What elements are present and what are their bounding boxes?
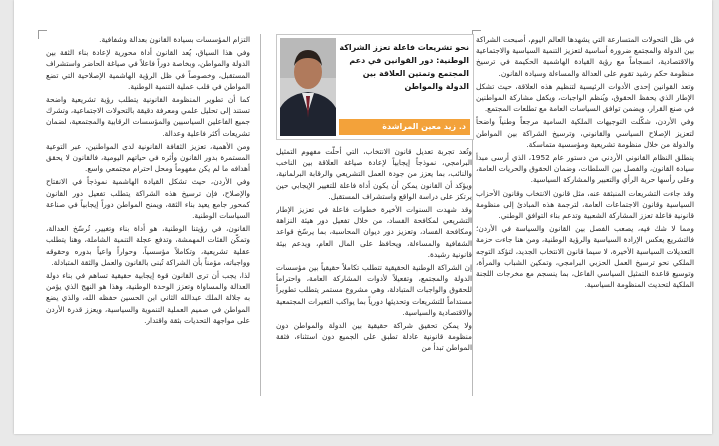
article-column-middle	[276, 146, 472, 394]
article-column-right	[476, 34, 694, 394]
paragraph: ومما لا شك فيه، يصعب الفصل بين القانون والسياسة في الأردن؛ فالتشريع يعكس الإرادة السياسية والرؤية الوطنية، ومن هنا جاءت حزمة التعديلات السياسية الأخيرة، لا سيما قانون الانتخاب الجديد، لتؤكد التوجه الملكي نحو ترسيخ العمل الحزبي البرامجي، وتمكين الشباب والمرأة، وتوسيع قاعدة التمثيل السياسي الفاعل، بما ينسجم مع مخرجات اللجنة الملكية لتحديث المنظومة السياسية.	[476, 224, 694, 290]
column-divider	[260, 34, 261, 396]
paragraph: وقد شهدت السنوات الأخيرة خطوات فاعلة في تعزيز الإطار التشريعي لمكافحة الفساد، من خلال تفعيل دور هيئة النزاهة ومكافحة الفساد، وتعزيز دور ديوان المحاسبة، بما يرسّخ قواعد الشفافية والمساءلة، ويحافظ على المال العام، ويدعم بيئة قانونية رشيدة.	[276, 205, 472, 259]
paragraph: ولا يمكن تحقيق شراكة حقيقية بين الدولة والمواطن دون منظومة قانونية عادلة تطبق على الجميع دون استثناء، فثقة المواطن تبدأ من	[276, 321, 472, 353]
article-header	[276, 34, 474, 140]
paragraph: ينطلق النظام القانوني الأردني من دستور عام 1952، الذي أرسى مبدأ سيادة القانون، والفصل بين السلطات، وضمان الحقوق والحريات العامة، وعلى رأسها حرية الرأي والتعبير والمشاركة السياسية.	[476, 153, 694, 185]
paragraph: وقد جاءت التشريعات المنبثقة عنه، مثل قانون الانتخاب وقانون الأحزاب السياسية وقانون الاجتماعات العامة، لترجمة هذه المبادئ إلى منظومة قانونية فاعلة تعزز المشاركة الشعبية وتدعم بناء التوافق الوطني.	[476, 188, 694, 221]
paragraph: في ظل التحولات المتسارعة التي يشهدها العالم اليوم، أصبحت الشراكة بين الدولة والمجتمع ضرورة أساسية لتعزيز التنمية السياسية والاجتماعية والاقتصادية، انسجاماً مع رؤية القيادة الهاشمية الحكيمة في ترسيخ منظومة حكم رشيد تقوم على العدالة والمساءلة وسيادة القانون.	[476, 35, 694, 78]
paragraph: التزام المؤسسات بسيادة القانون بعدالة وشفافية.	[99, 35, 250, 44]
paragraph: وتعد القوانين إحدى الأدوات الرئيسية لتنظيم هذه العلاقة، حيث تشكل الإطار الذي يحفظ الحقوق، ويُنظم الواجبات، ويكفل مشاركة المواطنين في صنع القرار، ويضمن توافق السياسات العامة مع تطلعات المجتمع.	[476, 81, 694, 114]
paragraph: القانون، في رؤيتنا الوطنية، هو أداة بناء وتغيير، تُرسّخ العدالة، وتمكّن الفئات المهمشة، وتدفع عجلة التنمية الشاملة، وهنا يتطلب عقلية تشريعية، وتكاملاً مؤسسياً، وحواراً واعياً بدوره وحقوقه وواجباته، مؤمناً بأن الشراكة تُبنى بالقانون والعمل والثقة المتبادلة.	[46, 224, 250, 267]
paragraph: كما أن تطوير المنظومة القانونية يتطلب رؤية تشريعية واضحة تستند إلى تحليل علمي ومعرفة دقيقة بالتحولات الاجتماعية، وتشرك جميع الفاعلين السياسيين والمؤسسات الرقابية والمجتمعية، لضمان تشريعات أكثر فاعلية وعدالة.	[46, 95, 250, 138]
paragraph: وفي هذا السياق، يُعد القانون أداة محورية لإعادة بناء الثقة بين الدولة والمواطن، وبخاصة دوراً فاعلاً في صياغة الحاضر واستشراف المستقبل، وخصوصاً في ظل الرؤية الهاشمية الإصلاحية التي تضع المواطن في قلب عملية التنمية الوطنية.	[46, 48, 250, 91]
article-column-left	[46, 34, 250, 394]
author-name-badge: د. زيد معين المراشدة	[339, 119, 470, 135]
paragraph: ومن الأهمية، تعزيز الثقافة القانونية لدى المواطنين، عبر التوعية المستمرة بدور القانون وأثره في حياتهم اليومية، فالقانون لا يحقق أهدافه ما لم يكن مفهوماً ومحل احترام مجتمعي واسع.	[46, 141, 250, 174]
author-photo	[280, 38, 336, 136]
author-portrait-icon	[280, 38, 336, 136]
article-title: نحو تشريعات فاعلة تعزز الشراكة الوطنية: دور القوانين في دعم المجتمع وتمتين العلاقة بين الدولة والمواطن	[339, 43, 469, 91]
paragraph: لذا، يجب أن ترى القانون قوة إيجابية حقيقية تساهم في بناء دولة العدالة والمساواة وتعزز الوحدة الوطنية، وهذا هو النهج الذي يؤمن به جلالة الملك عبدالله الثاني ابن الحسين حفظه الله، والذي يضع المواطن في صميم العملية التنموية والسياسية، ويعزز قدرة الأردن على مواجهة التحديات بثقة واقتدار.	[46, 271, 250, 325]
paragraph: وفي الأردن، شكّلت التوجيهات الملكية السامية مرجعاً وطنياً واضحاً لتعزيز الإصلاح السياسي والقانوني، وترسيخ الشراكة بين المواطن والدولة من خلال منظومة تشريعية ومؤسسية متماسكة.	[476, 117, 694, 149]
paragraph: إن الشراكة الوطنية الحقيقية تتطلب تكاملاً حقيقياً بين مؤسسات الدولة والمجتمع، وتفعيلاً لأدوات المشاركة العامة، واحتراماً للحقوق والواجبات المتبادلة، وهي مشروع مستمر يتطلب تطويراً مستداماً للتشريعات وتحديثها دورياً بما يواكب التغيرات المجتمعية والاقتصادية والسياسية.	[276, 263, 472, 317]
newspaper-page	[14, 0, 712, 434]
paragraph: وتُعد تجربة تعديل قانون الانتخاب، التي أحلّت مفهوم التمثيل البرامجي، نموذجاً إيجابياً لإعادة صياغة العلاقة بين الناخب والنائب، بما يعزز من جودة العمل التشريعي والرقابة البرلمانية، ويؤكد أن القانون يمكن أن يكون أداة فاعلة للتغيير الإيجابي حين يرتكز على دراسة الواقع واستشراف المستقبل.	[276, 147, 472, 201]
paragraph: وفي الأردن، حيث تشكل القيادة الهاشمية نموذجاً في الانفتاح والإصلاح، فإن ترسيخ هذه الشراكة يتطلب تفعيل دور القانون كمحور جامع يعيد بناء الثقة، ويمنح المواطن دوراً إيجابياً في صناعة السياسات الوطنية.	[46, 177, 250, 221]
